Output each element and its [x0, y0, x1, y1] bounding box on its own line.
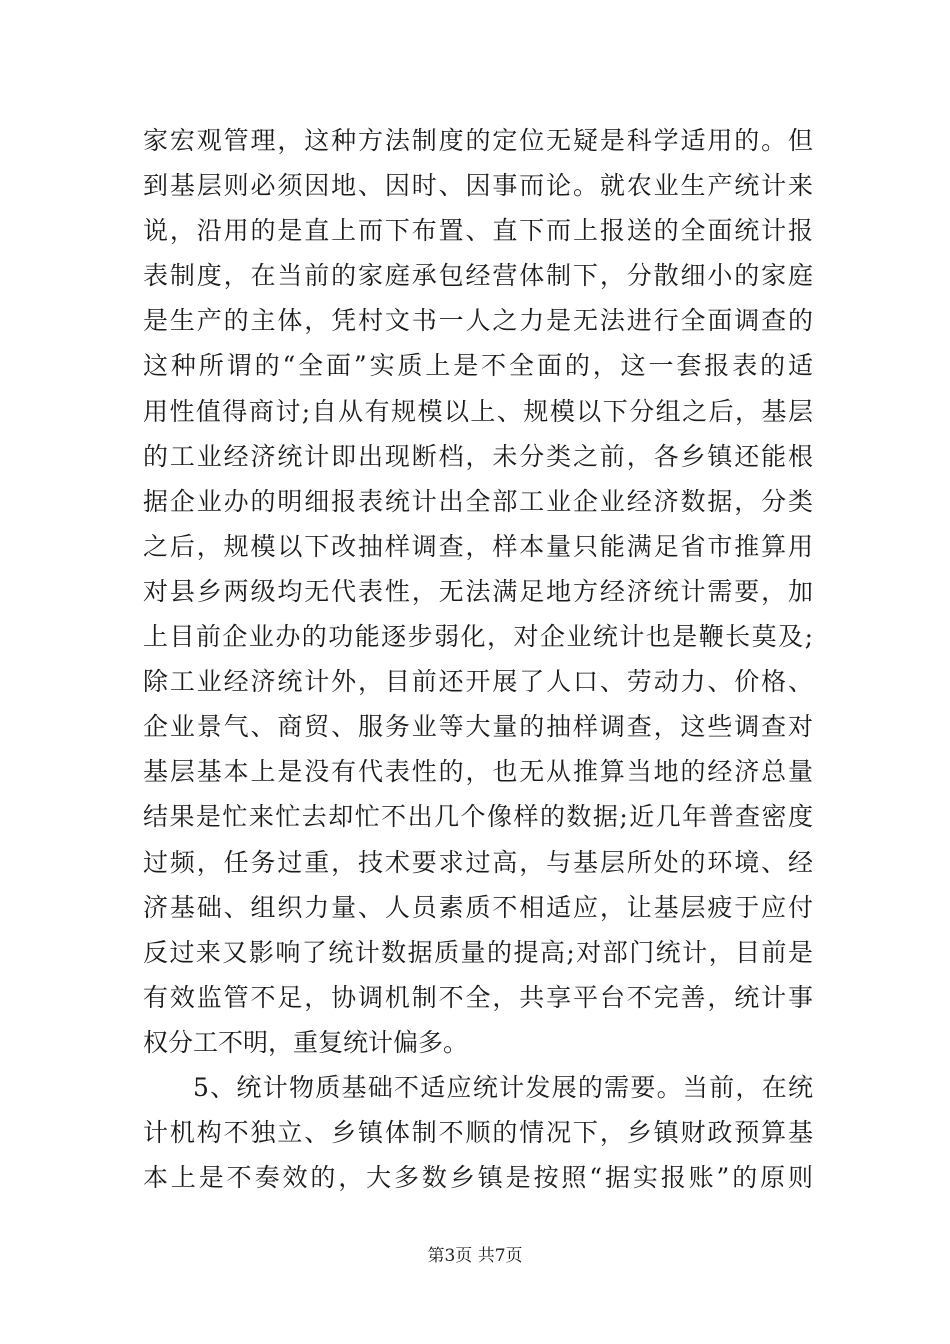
text-line: 到基层则必须因地、因时、因事而论。就农业生产统计来 — [143, 171, 813, 201]
text-line: 据企业办的明细报表统计出全部工业企业经济数据，分类 — [143, 486, 813, 516]
text-line: 计机构不独立、乡镇体制不顺的情况下，乡镇财政预算基 — [143, 1118, 813, 1148]
text-line: 上目前企业办的功能逐步弱化，对企业统计也是鞭长莫及; — [143, 622, 813, 652]
text-line: 5、统计物质基础不适应统计发展的需要。当前，在统 — [193, 1072, 813, 1102]
text-line: 反过来又影响了统计数据质量的提高;对部门统计，目前是 — [143, 937, 813, 967]
text-line: 表制度，在当前的家庭承包经营体制下，分散细小的家庭 — [143, 261, 813, 291]
text-line: 说，沿用的是直上而下布置、直下而上报送的全面统计报 — [143, 216, 813, 246]
text-line: 济基础、组织力量、人员素质不相适应，让基层疲于应付 — [143, 892, 813, 922]
text-line: 这种所谓的“全面”实质上是不全面的，这一套报表的适 — [143, 351, 813, 381]
text-line: 企业景气、商贸、服务业等大量的抽样调查，这些调查对 — [143, 712, 813, 742]
text-line: 的工业经济统计即出现断档，未分类之前，各乡镇还能根 — [143, 441, 813, 471]
text-line: 之后，规模以下改抽样调查，样本量只能满足省市推算用 — [143, 531, 813, 561]
text-line: 对县乡两级均无代表性，无法满足地方经济统计需要，加 — [143, 576, 813, 606]
text-line: 用性值得商讨;自从有规模以上、规模以下分组之后，基层 — [143, 396, 813, 426]
page-number-footer: 第3页 共7页 — [427, 1246, 523, 1266]
text-line: 除工业经济统计外，目前还开展了人口、劳动力、价格、 — [143, 667, 813, 697]
text-line: 本上是不奏效的，大多数乡镇是按照“据实报账”的原则 — [143, 1163, 813, 1193]
text-line: 基层基本上是没有代表性的，也无从推算当地的经济总量 — [143, 757, 813, 787]
body-text — [143, 118, 813, 1200]
text-line: 权分工不明，重复统计偏多。 — [143, 1027, 469, 1057]
text-line: 结果是忙来忙去却忙不出几个像样的数据;近几年普查密度 — [143, 802, 813, 832]
text-line: 有效监管不足，协调机制不全，共享平台不完善，统计事 — [143, 982, 813, 1012]
text-line: 是生产的主体，凭村文书一人之力是无法进行全面调查的 — [143, 306, 813, 336]
text-line: 过频，任务过重，技术要求过高，与基层所处的环境、经 — [143, 847, 813, 877]
text-line: 家宏观管理，这种方法制度的定位无疑是科学适用的。但 — [143, 126, 813, 155]
